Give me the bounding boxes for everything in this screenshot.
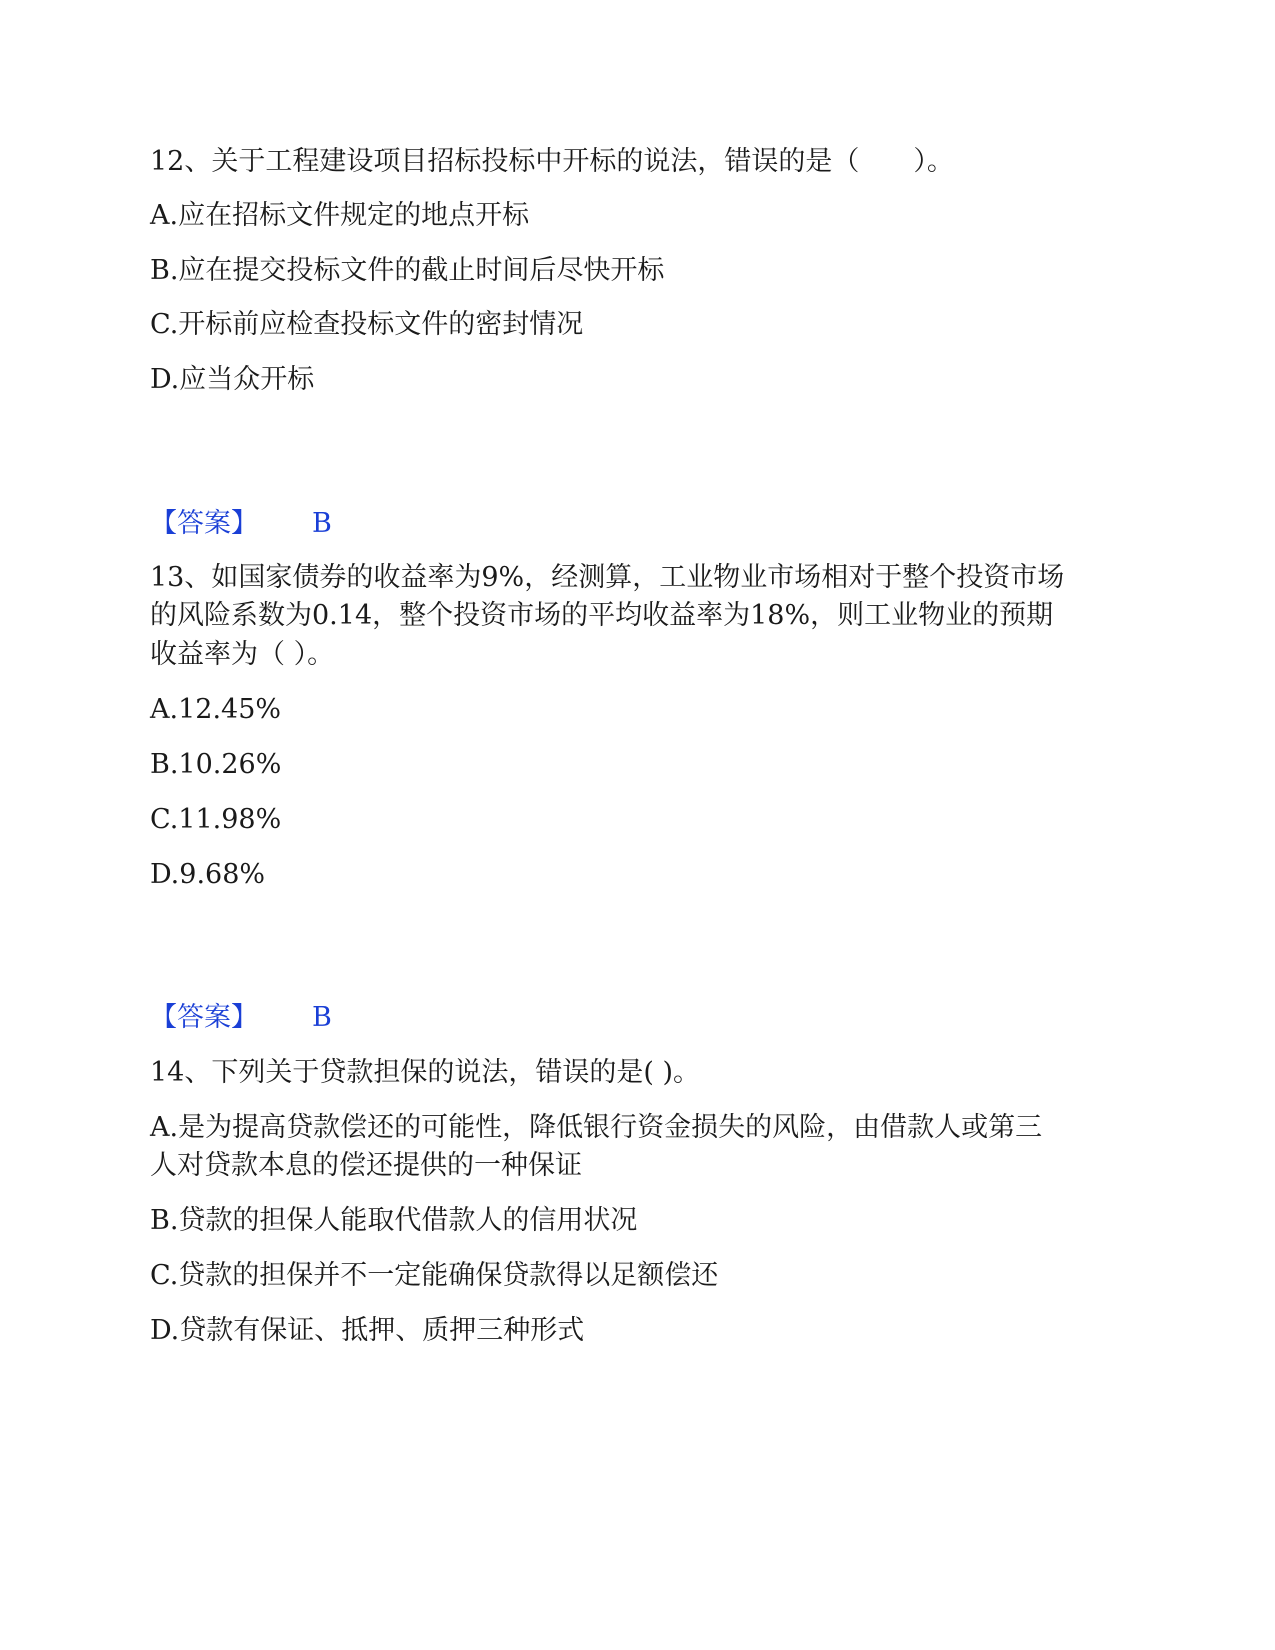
q14-option-a-line-2: 人对贷款本息的偿还提供的一种保证 xyxy=(150,1150,582,1181)
q12-option-c: C.开标前应检查投标文件的密封情况 xyxy=(150,309,584,340)
q14-option-a-line-1: A.是为提高贷款偿还的可能性，降低银行资金损失的风险，由借款人或第三 xyxy=(150,1112,1043,1143)
answer-value: B xyxy=(312,508,332,539)
q13-option-d: D.9.68% xyxy=(150,859,266,890)
q13-stem-line-2: 的风险系数为0.14，整个投资市场的平均收益率为18%，则工业物业的预期 xyxy=(150,600,1054,631)
answer-label: 【答案】 xyxy=(150,508,258,539)
q12-option-d: D.应当众开标 xyxy=(150,364,315,395)
q13-option-b: B.10.26% xyxy=(150,749,282,780)
q13-stem-line-1: 13、如国家债券的收益率为9%，经测算，工业物业市场相对于整个投资市场 xyxy=(150,562,1065,593)
q14-option-d: D.贷款有保证、抵押、质押三种形式 xyxy=(150,1315,585,1346)
q12-option-b: B.应在提交投标文件的截止时间后尽快开标 xyxy=(150,255,665,286)
answer-label: 【答案】 xyxy=(150,1002,258,1033)
q14-option-b: B.贷款的担保人能取代借款人的信用状况 xyxy=(150,1205,638,1236)
q12-stem: 12、关于工程建设项目招标投标中开标的说法，错误的是（ ）。 xyxy=(150,146,954,177)
q13-answer xyxy=(150,998,1130,1038)
q12-answer xyxy=(150,504,1130,544)
q13-stem-line-3: 收益率为（ ）。 xyxy=(150,639,335,670)
q13-option-a: A.12.45% xyxy=(150,694,282,725)
q14-option-c: C.贷款的担保并不一定能确保贷款得以足额偿还 xyxy=(150,1260,719,1291)
q14-stem: 14、下列关于贷款担保的说法，错误的是( )。 xyxy=(150,1057,701,1088)
q12-option-a: A.应在招标文件规定的地点开标 xyxy=(150,200,530,231)
answer-value: B xyxy=(312,1002,332,1033)
q13-option-c: C.11.98% xyxy=(150,804,282,835)
